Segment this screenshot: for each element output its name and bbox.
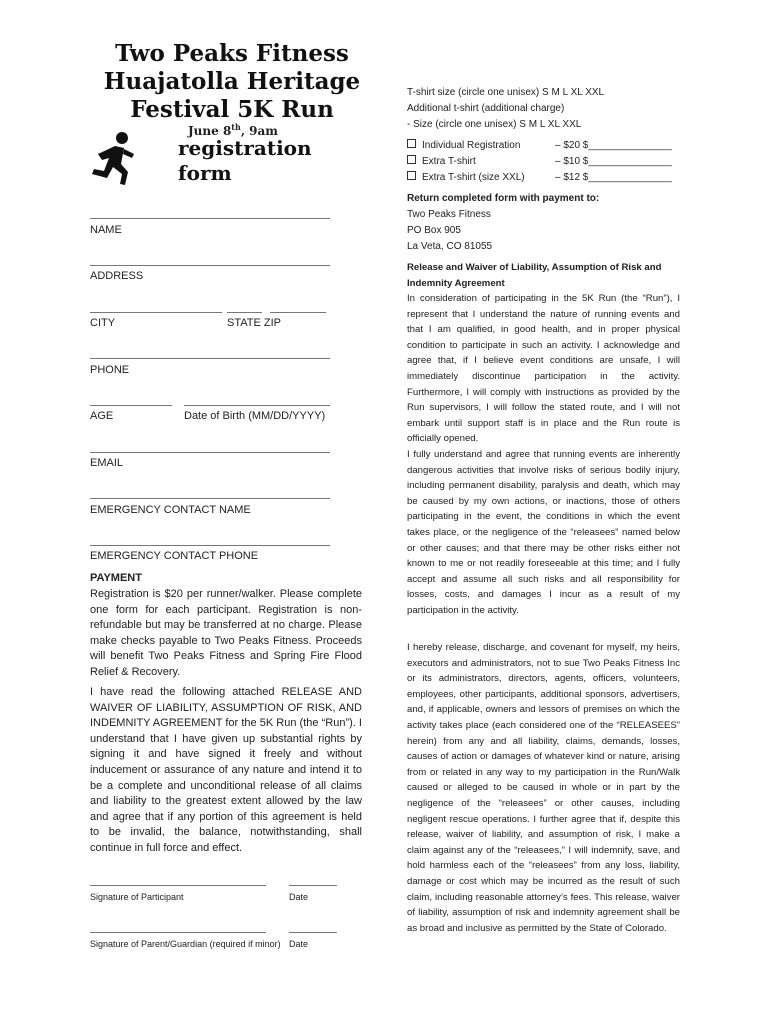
event-date: June 8th, 9am — [188, 122, 278, 138]
return-line2: PO Box 905 — [407, 225, 461, 236]
payment-text: Registration is $20 per runner/walker. Please complete one form for each participant. Registration is non-refundable but may be transferred at no charge. Please make checks payable to Two Peaks Fitness. Proceeds will benefit Two Peaks Fitness and Spring Fire Flood Relief & Recovery. — [90, 588, 362, 678]
return-line3: La Veta, CO 81055 — [407, 241, 493, 252]
participant-signature-line[interactable] — [90, 885, 266, 886]
email-line[interactable] — [90, 452, 330, 453]
address-label: ADDRESS — [90, 270, 144, 282]
release-paragraph-3: I hereby release, discharge, and covenant for myself, my heirs, executors and administrators, not to sue Two Peaks Fitness Inc or its administrators, directors, agents, officers, volunteers, employees, other participants, additional sponsors, advertisers, and, if applicable, owners and lessors of premises on which the activity takes place (each considered one of the “RELEASEES” herein) from any and all liability, claims, demands, losses, causes of action or damages of whatever kind or nature, arising from or related in any way to my participation in the Run/Walk caused or alleged to be caused in whole or in part by the negligence of the “releasees” or other causes, including negligent rescue operations. I further agree that if, despite this release, waiver of liability, and assumption of risk, I make a claim against any of the “releasees,” I will indemnify, save, and hold harmless each of the “releasees” from any loss, liability, damage or cost which may be incurred as the result of such claim, including reasonable attorney’s fees. This release, waiver of liability, assumption of risk and indemnity agreement shall be as broad and inclusive as permitted by the State of Colorado. — [407, 642, 680, 934]
option-extra-xxl-price: – $12 $_______________ — [555, 172, 672, 183]
email-label: EMAIL — [90, 457, 124, 469]
guardian-signature-line[interactable] — [90, 932, 266, 933]
guardian-signature-label: Signature of Parent/Guardian (required if minor) — [90, 939, 281, 949]
city-line[interactable] — [90, 312, 222, 313]
checkbox-icon[interactable] — [407, 155, 416, 164]
participant-signature-label: Signature of Participant — [90, 892, 184, 902]
dob-line[interactable] — [184, 405, 330, 406]
release-paragraph-2: I fully understand and agree that running events are inherently dangerous activities that involve risks of serious bodily injury, including permanent disability, paralysis and death, which may be caused by my own actions, or inactions, those of others participating in the event, the conditions in which the event takes place, or the negligence of the “releasees” named below or other causes; and that there may be other risks either not known to me or not readily foreseeable at this time; and I fully accept and assume all such risks and all responsibility for losses, costs, and damages I incur as a result of my participation in the activity. — [407, 449, 680, 616]
dob-label: Date of Birth (MM/DD/YYYY) — [184, 410, 326, 422]
state-zip-label: STATE ZIP — [227, 317, 281, 329]
emergency-name-line[interactable] — [90, 498, 330, 499]
return-line1: Two Peaks Fitness — [407, 209, 491, 220]
name-line[interactable] — [90, 218, 330, 219]
city-label: CITY — [90, 317, 116, 329]
date1-line[interactable] — [289, 885, 337, 886]
release-heading: Release and Waiver of Liability, Assumption of Risk and Indemnity Agreement — [407, 262, 662, 289]
payment-heading: PAYMENT — [90, 572, 142, 584]
age-label: AGE — [90, 410, 114, 422]
checkbox-icon[interactable] — [407, 139, 416, 148]
phone-label: PHONE — [90, 364, 130, 376]
emergency-name-label: EMERGENCY CONTACT NAME — [90, 504, 251, 516]
emergency-phone-label: EMERGENCY CONTACT PHONE — [90, 550, 259, 562]
additional-tshirt-line: Additional t-shirt (additional charge) — [407, 103, 565, 114]
return-heading: Return completed form with payment to: — [407, 193, 600, 204]
additional-size-line: - Size (circle one unisex) S M L XL XXL — [407, 119, 582, 130]
tshirt-size-line: T-shirt size (circle one unisex) S M L XL XXL — [407, 87, 605, 98]
form-subtitle: registration form — [178, 136, 312, 185]
checkbox-icon[interactable] — [407, 171, 416, 180]
option-extra-xxl[interactable]: Extra T-shirt (size XXL) — [407, 170, 525, 186]
date1-label: Date — [289, 892, 309, 902]
acknowledgement-text: I have read the following attached RELEASE AND WAIVER OF LIABILITY, ASSUMPTION OF RISK, AND INDEMNITY AGREEMENT for the 5K Run (the “Run”). I understand that I have given up substantial rights by signing it and have signed it freely and without inducement or assurance of any nature and intend it to be a complete and unconditional release of all claims and liability to the greatest extent allowed by the law and agree that if any portion of this agreement is held to be invalid, the balance, notwithstanding, shall continue in full force and effect. — [90, 686, 362, 854]
release-paragraph-1: In consideration of participating in the 5K Run (the “Run”), I represent that I understand the nature of running events and that I am qualified, in good health, and in proper physical condition to participate in such an activity. I acknowledge and agree that, if I believe event conditions are unsafe, I will immediately discontinue participation in the activity. Furthermore, I will comply with instructions as provided by the Run supervisors, I will follow the stated route, and I will not embark until support staff is in place and the Run route is officially opened. — [407, 293, 680, 445]
name-label: NAME — [90, 224, 122, 236]
option-extra-tshirt[interactable]: Extra T-shirt — [407, 154, 476, 170]
date2-line[interactable] — [289, 932, 337, 933]
address-line[interactable] — [90, 265, 330, 266]
age-line[interactable] — [90, 405, 172, 406]
zip-line[interactable] — [270, 312, 326, 313]
date2-label: Date — [289, 939, 309, 949]
emergency-phone-line[interactable] — [90, 545, 330, 546]
runner-icon — [88, 130, 140, 190]
state-line[interactable] — [227, 312, 262, 313]
option-extra-tshirt-price: – $10 $_______________ — [555, 156, 672, 167]
option-individual[interactable]: Individual Registration — [407, 138, 520, 154]
option-individual-price: – $20 $_______________ — [555, 140, 672, 151]
phone-line[interactable] — [90, 358, 330, 359]
page-title: Two Peaks Fitness Huajatolla Heritage Festival 5K Run — [103, 40, 361, 123]
